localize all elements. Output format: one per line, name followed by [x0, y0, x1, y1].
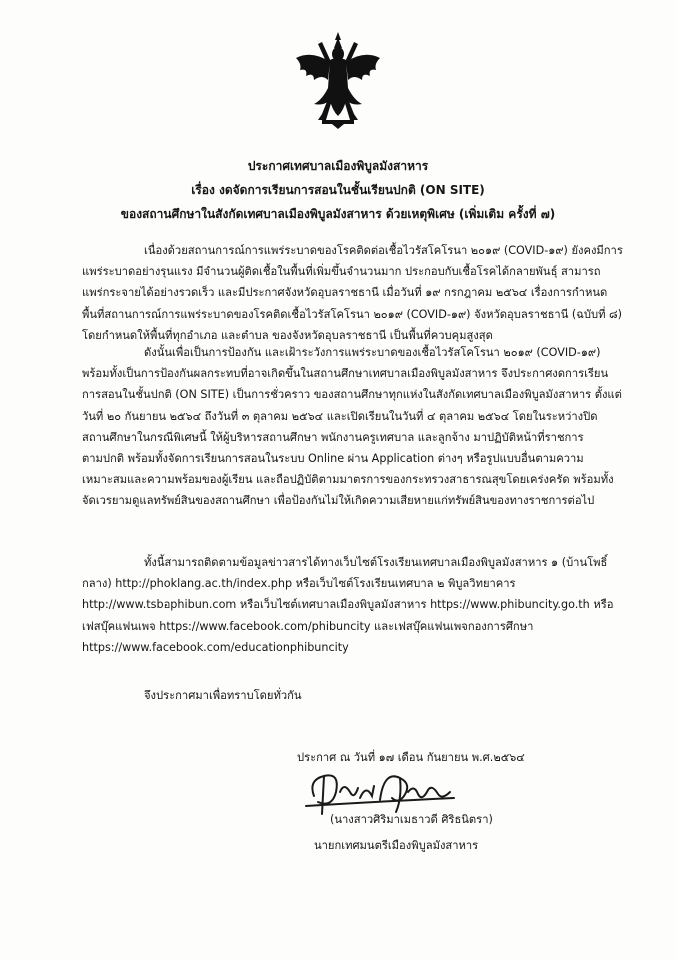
closing-statement: จึงประกาศมาเพื่อทราบโดยทั่วกัน [144, 689, 302, 702]
paragraph-line: พร้อมทั้งเป็นการป้องกันผลกระทบที่อาจเกิดขึ้นในสถานศึกษาเทศบาลเมืองพิบูลมังสาหาร จึงประกาศงดการเรียน [82, 367, 609, 381]
paragraph-line: วันที่ ๒๐ กันยายน ๒๕๖๔ ถึงวันที่ ๓ ตุลาคม ๒๕๖๔ และเปิดเรียนในวันที่ ๔ ตุลาคม ๒๕๖๔ โดยในระหว่างปิด [82, 409, 598, 423]
garuda-emblem-icon [292, 30, 384, 130]
paragraph-line: ดังนั้นเพื่อเป็นการป้องกัน และเฝ้าระวังการแพร่ระบาดของเชื้อไวรัสโคโรนา ๒๐๑๙ (COVID-๑๙) [144, 346, 601, 359]
paragraph-line: ตามปกติ พร้อมทั้งจัดการเรียนการสอนในระบบ Online ผ่าน Application ต่างๆ หรือรูปแบบอื่นตามความ [82, 452, 584, 466]
paragraph-measures [82, 342, 638, 512]
announcement-header [60, 154, 616, 226]
paragraph-line: การสอนในชั้นปกติ (ON SITE) เป็นการชั่วคราว ของสถานศึกษาทุกแห่งในสังกัดเทศบาลเมืองพิบูลมังสาหาร ตั้งแต่ [82, 388, 622, 402]
paragraph-line-link[interactable]: https://www.facebook.com/educationphibuncity [82, 640, 349, 654]
paragraph-background [82, 240, 638, 346]
paragraph-line-link[interactable]: เฟสบุ๊คแฟนเพจ https://www.facebook.com/phibuncity และเฟสบุ๊คแฟนเพจกองการศึกษา [82, 619, 534, 633]
paragraph-line: ทั้งนี้สามารถติดตามข้อมูลข่าวสารได้ทางเว็บไซต์โรงเรียนเทศบาลเมืองพิบูลมังสาหาร ๑ (บ้านโพธิ์ [144, 556, 608, 569]
paragraph-line-link[interactable]: http://www.tsbอphibun.com หรือเว็บไซต์เทศบาลเมืองพิบูลมังสาหาร https://www.phibuncity.go.th หรือ [82, 598, 614, 612]
paragraph-websites [82, 552, 638, 658]
header-subject-detail: ของสถานศึกษาในสังกัดเทศบาลเมืองพิบูลมังสาหาร ด้วยเหตุพิเศษ (เพิ่มเติม ครั้งที่ ๗) [120, 207, 556, 221]
paragraph-line: เนื่องด้วยสถานการณ์การแพร่ระบาดของโรคติดต่อเชื้อไวรัสโคโรนา ๒๐๑๙ (COVID-๑๙) ยังคงมีการ [144, 244, 623, 257]
signer-title: นายกเทศมนตรีเมืองพิบูลมังสาหาร [314, 839, 479, 852]
header-subject: เรื่อง งดจัดการเรียนการสอนในชั้นเรียนปกติ (ON SITE) [191, 183, 485, 197]
paragraph-line: จัดเวรยามดูแลทรัพย์สินของสถานศึกษา เพื่อป้องกันไม่ให้เกิดความเสียหายแก่ทรัพย์สินของทางราชการต่อไป [82, 494, 595, 508]
paragraph-line: แพร่กระจายได้อย่างรวดเร็ว และมีประกาศจังหวัดอุบลราชธานี เมื่อวันที่ ๑๙ กรกฎาคม ๒๕๖๔ เรื่องการกำหนด [82, 286, 608, 300]
paragraph-line: พื้นที่สถานการณ์การแพร่ระบาดของโรคติดเชื้อไวรัสโคโรนา ๒๐๑๙ (COVID-๑๙) จังหวัดอุบลราชธานี (ฉบับที่ ๘) [82, 307, 623, 321]
signer-name: (นางสาวศิริมาเมธาวดี ศิริธนิตรา) [330, 813, 493, 826]
header-issuer: ประกาศเทศบาลเมืองพิบูลมังสาหาร [247, 159, 429, 173]
paragraph-line-link[interactable]: กลาง) http://phoklang.ac.th/index.php หรือเว็บไซต์โรงเรียนเทศบาล ๒ พิบูลวิทยาคาร [82, 577, 516, 591]
paragraph-line: สถานศึกษาในกรณีพิเศษนี้ ให้ผู้บริหารสถานศึกษา พนักงานครูเทศบาล และลูกจ้าง มาปฏิบัติหน้าที่ราชการ [82, 430, 584, 444]
issued-date: ประกาศ ณ วันที่ ๑๗ เดือน กันยายน พ.ศ.๒๕๖๔ [297, 751, 525, 764]
paragraph-line: เหมาะสมและความพร้อมของผู้เรียน และถือปฏิบัติตามมาตรการของกระทรวงสาธารณสุขโดยเคร่งครัด พร้อมทั้ง [82, 473, 614, 487]
paragraph-line: โดยกำหนดให้พื้นที่ทุกอำเภอ และตำบล ของจังหวัดอุบลราชธานี เป็นพื้นที่ควบคุมสูงสุด [82, 328, 493, 342]
paragraph-line: แพร่ระบาดอย่างรุนแรง มีจำนวนผู้ติดเชื้อในพื้นที่เพิ่มขึ้นจำนวนมาก ประกอบกับเชื้อโรคได้กลายพันธุ์ สามารถ [82, 265, 601, 279]
